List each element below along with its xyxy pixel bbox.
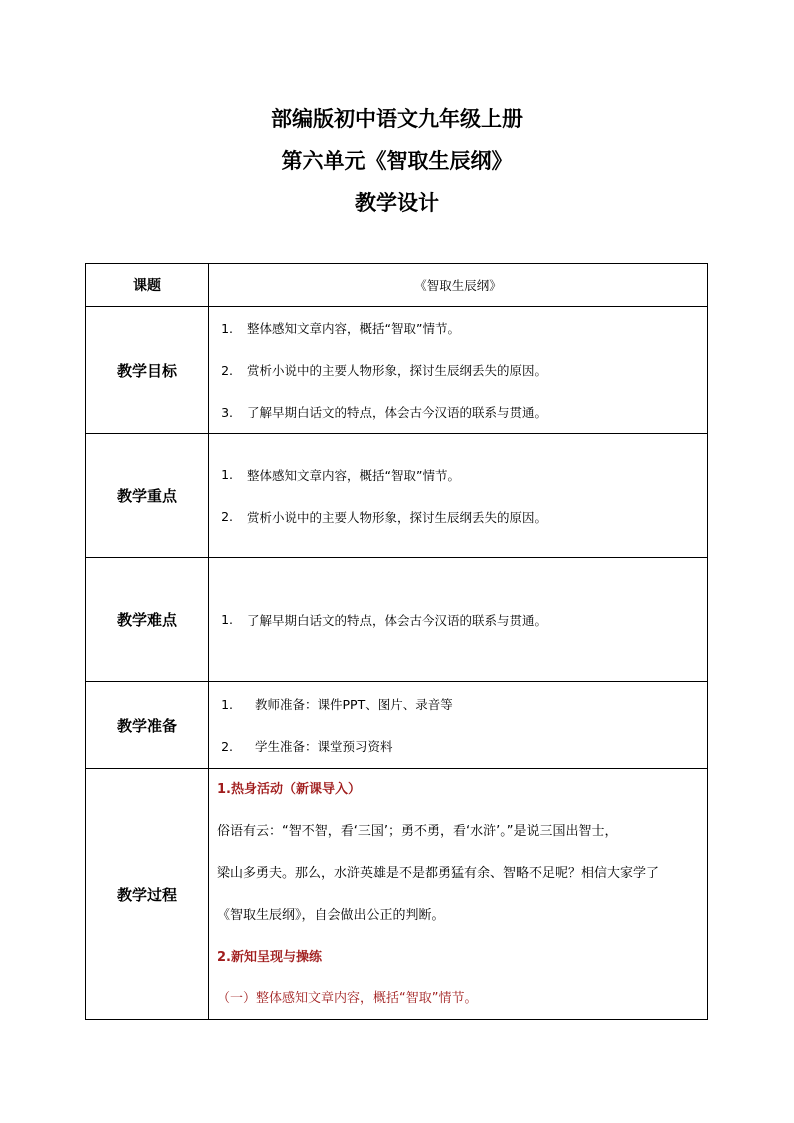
process-heading-2: 2.新知呈现与操练 — [217, 950, 322, 965]
preparation-content — [209, 682, 708, 769]
row-difficulties — [86, 558, 708, 682]
row-topic — [86, 264, 708, 307]
key-points-list — [209, 454, 707, 538]
list-item — [209, 349, 707, 391]
item-text: 教师准备：课件PPT、图片、录音等 — [255, 697, 453, 712]
lesson-plan-table — [85, 263, 708, 1020]
list-item — [209, 307, 707, 349]
difficulties-content — [209, 558, 708, 682]
item-number: 1. — [221, 320, 233, 336]
row-key-points — [86, 434, 708, 558]
label-goals: 教学目标 — [86, 307, 209, 434]
item-number: 2. — [221, 738, 233, 754]
process-content — [209, 769, 708, 1020]
list-item — [209, 599, 707, 641]
item-text: 学生准备：课堂预习资料 — [255, 739, 393, 754]
key-points-content — [209, 434, 708, 558]
item-text: 赏析小说中的主要人物形象，探讨生辰纲丢失的原因。 — [247, 363, 548, 378]
label-process: 教学过程 — [86, 769, 209, 1020]
label-preparation: 教学准备 — [86, 682, 209, 769]
item-text: 整体感知文章内容，概括“智取”情节。 — [247, 467, 460, 483]
process-subheading-1: （一）整体感知文章内容，概括“智取”情节。 — [217, 991, 478, 1006]
item-text: 赏析小说中的主要人物形象，探讨生辰纲丢失的原因。 — [247, 509, 548, 525]
title-line-3: 教学设计 — [355, 191, 439, 215]
process-paragraph-line-1: 俗语有云：“智不智，看‘三国’；勇不勇，看‘水浒’。”是说三国出智士， — [217, 824, 618, 839]
item-text: 了解早期白话文的特点，体会古今汉语的联系与贯通。 — [247, 612, 548, 628]
item-number: 1. — [221, 467, 233, 482]
list-item — [209, 496, 707, 538]
title-line-1: 部编版初中语文九年级上册 — [271, 107, 523, 131]
list-item — [209, 725, 707, 767]
document-title — [0, 98, 794, 224]
title-line-2: 第六单元《智取生辰纲》 — [281, 149, 513, 173]
row-preparation — [86, 682, 708, 769]
row-goals — [86, 307, 708, 434]
process-heading-1: 1.热身活动（新课导入） — [217, 782, 361, 797]
process-paragraph-line-3: 《智取生辰纲》，自会做出公正的判断。 — [217, 908, 445, 923]
item-number: 2. — [221, 362, 233, 378]
item-number: 3. — [221, 404, 233, 420]
difficulties-list — [209, 599, 707, 641]
label-key-points: 教学重点 — [86, 434, 209, 558]
goals-list — [209, 307, 707, 433]
preparation-list — [209, 683, 707, 767]
item-number: 1. — [221, 612, 233, 627]
row-process — [86, 769, 708, 1020]
label-topic: 课题 — [86, 264, 209, 307]
list-item — [209, 454, 707, 496]
item-number: 2. — [221, 509, 233, 524]
goals-content — [209, 307, 708, 434]
item-text: 整体感知文章内容，概括“智取”情节。 — [247, 321, 460, 336]
item-text: 了解早期白话文的特点，体会古今汉语的联系与贯通。 — [247, 405, 548, 420]
process-paragraph-line-2: 梁山多勇夫。那么，水浒英雄是不是都勇猛有余、智略不足呢？相信大家学了 — [217, 866, 660, 881]
list-item — [209, 391, 707, 433]
course-title: 《智取生辰纲》 — [209, 264, 708, 307]
item-number: 1. — [221, 696, 233, 712]
label-difficulties: 教学难点 — [86, 558, 209, 682]
list-item — [209, 683, 707, 725]
